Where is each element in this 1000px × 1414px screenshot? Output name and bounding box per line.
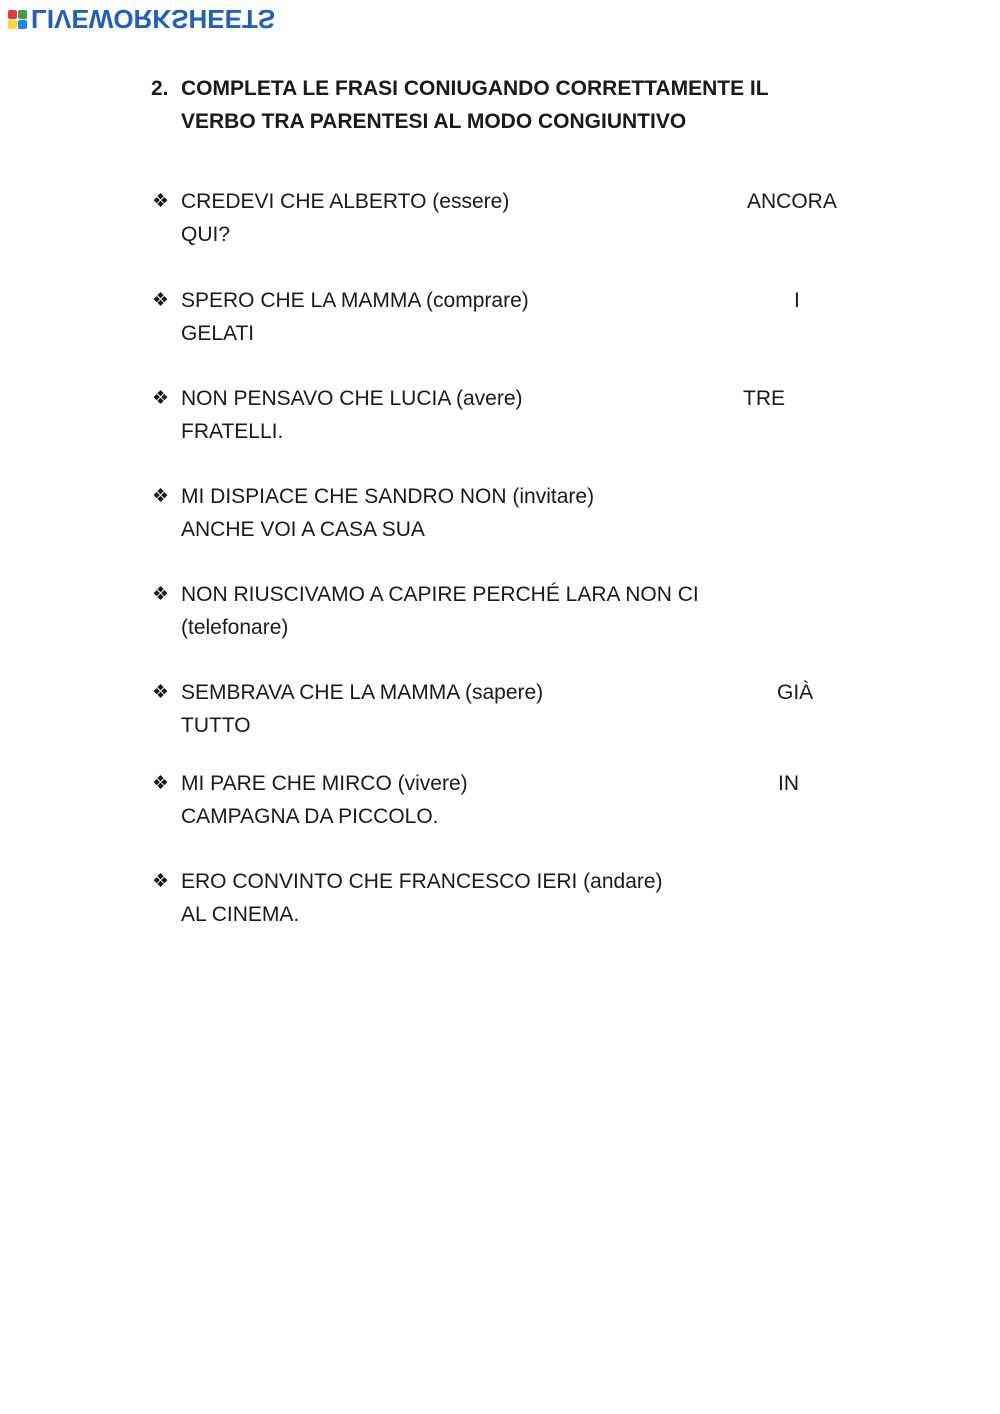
logo-blocks-icon <box>8 10 27 29</box>
instruction-line-1: COMPLETA LE FRASI CONIUGANDO CORRETTAMENTE IL <box>181 77 769 100</box>
logo-text: LIVEWORKSHEETS <box>31 4 276 34</box>
sentence-text: NON RIUSCIVAMO A CAPIRE PERCHÉ LARA NON CI <box>181 583 699 606</box>
logo-block-blue <box>18 20 27 29</box>
sentence-tail: I <box>794 289 800 312</box>
sentence-continuation: ANCHE VOI A CASA SUA <box>181 518 425 541</box>
sentence-text: SEMBRAVA CHE LA MAMMA (sapere) <box>181 681 544 704</box>
sentence-tail: GIÀ <box>777 681 814 704</box>
sentence-tail: ANCORA <box>747 190 837 213</box>
sentence-text: MI PARE CHE MIRCO (vivere) <box>181 772 468 795</box>
sentence-continuation: (telefonare) <box>181 616 289 639</box>
sentence-continuation: AL CINEMA. <box>181 903 300 926</box>
liveworksheets-logo <box>8 6 275 32</box>
exercise-heading <box>151 72 871 138</box>
exercise-number: 2. <box>151 77 169 100</box>
bullet-icon: ❖ <box>152 871 170 892</box>
logo-block-red <box>8 10 17 19</box>
bullet-icon: ❖ <box>152 290 170 311</box>
instruction-line-2: VERBO TRA PARENTESI AL MODO CONGIUNTIVO <box>181 110 687 133</box>
bullet-icon: ❖ <box>152 584 170 605</box>
bullet-icon: ❖ <box>152 682 170 703</box>
sentence-text: MI DISPIACE CHE SANDRO NON (invitare) <box>181 485 595 508</box>
sentence-continuation: GELATI <box>181 322 255 345</box>
sentence-text: SPERO CHE LA MAMMA (comprare) <box>181 289 529 312</box>
bullet-icon: ❖ <box>152 486 170 507</box>
sentence-tail: IN <box>778 772 799 795</box>
sentence-tail: TRE <box>743 387 785 410</box>
bullet-icon: ❖ <box>152 191 170 212</box>
sentence-text: ERO CONVINTO CHE FRANCESCO IERI (andare) <box>181 870 663 893</box>
sentence-continuation: TUTTO <box>181 714 251 737</box>
bullet-icon: ❖ <box>152 388 170 409</box>
sentence-text: CREDEVI CHE ALBERTO (essere) <box>181 190 510 213</box>
sentence-continuation: FRATELLI. <box>181 420 284 443</box>
sentence-continuation: QUI? <box>181 223 231 246</box>
exercise-instruction <box>181 72 871 138</box>
logo-block-yellow <box>8 20 17 29</box>
logo-block-green <box>18 10 27 19</box>
sentence-continuation: CAMPAGNA DA PICCOLO. <box>181 805 439 828</box>
sentence-text: NON PENSAVO CHE LUCIA (avere) <box>181 387 523 410</box>
bullet-icon: ❖ <box>152 773 170 794</box>
